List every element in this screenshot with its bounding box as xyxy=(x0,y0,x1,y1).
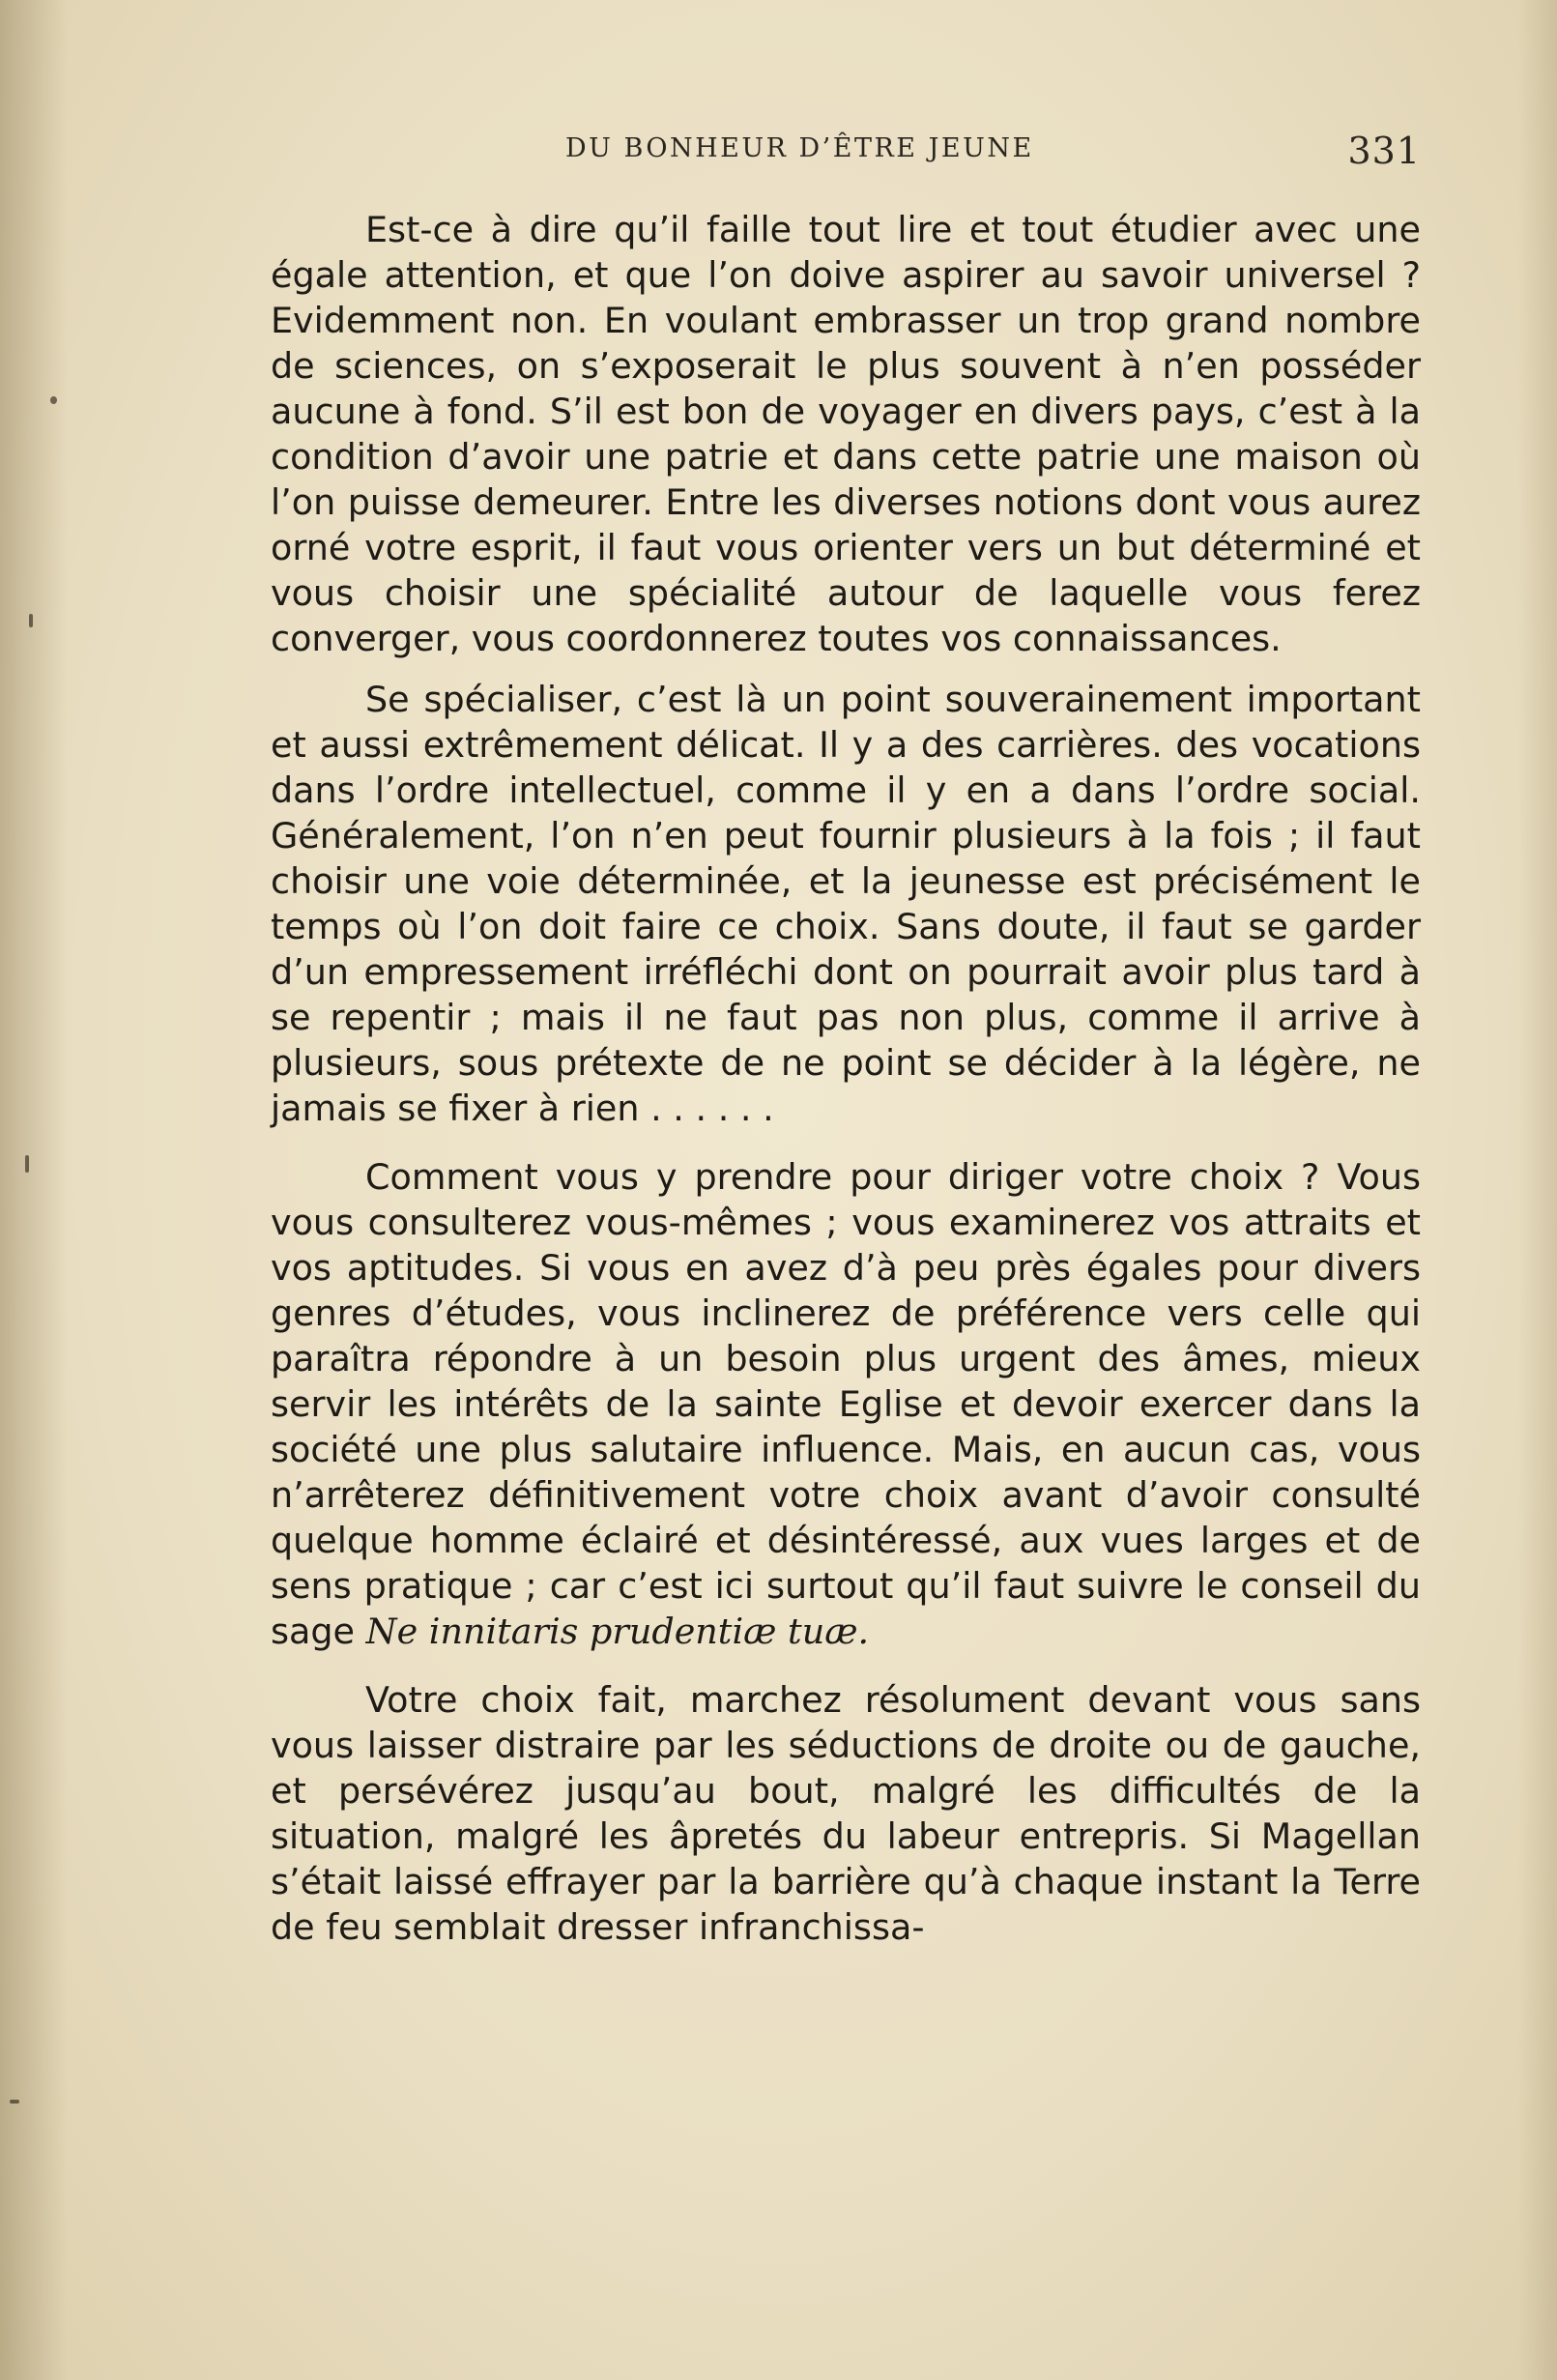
edge-shadow xyxy=(1518,0,1557,2380)
paragraph xyxy=(271,1677,1421,1950)
paragraph-text: Se spécialiser, c’est là un point souverainement important et aussi extrêmement délicat. Il y a des carrières. des vocations dans l’ordre intellectuel, comme il y en a dans l’ordre social. Généralement, l’on n’en peut fournir plusieurs à la fois ; il faut choisir une voie déterminée, et la jeunesse est précisément le temps où l’on doit faire ce choix. Sans doute, il faut se garder d’un empressement irréfléchi dont on pourrait avoir plus tard à se repentir ; mais il ne faut pas non plus, comme il arrive à plusieurs, sous prétexte de ne point se décider à la légère, ne jamais se fixer à rien . . . . . . xyxy=(271,679,1421,1129)
latin-quotation: Ne innitaris prudentiæ tuæ. xyxy=(365,1611,870,1652)
paragraph-text: Votre choix fait, marchez résolument devant vous sans vous laisser distraire par les séductions de droite ou de gauche, et persévérez jusqu’au bout, malgré les difficultés de la situation, malgré les âpretés du labeur entrepris. Si Magellan s’était laissé effrayer par la barrière qu’à chaque instant la Terre de feu semblait dresser infranchissa- xyxy=(271,1679,1421,1948)
page-number: 331 xyxy=(1347,130,1421,172)
paragraph-text: Comment vous y prendre pour diriger votre choix ? Vous vous consulterez vous-mêmes ; vous examinerez vos attraits et vos aptitudes. Si vous en avez d’à peu près égales pour divers genres d’études, vous inclinerez de préférence vers celle qui paraîtra répondre à un besoin plus urgent des âmes, mieux servir les intérêts de la sainte Eglise et devoir exercer dans la société une plus salutaire influence. Mais, en aucun cas, vous n’arrêterez définitivement votre choix avant d’avoir consulté quelque homme éclairé et désintéressé, aux vues larges et de sens pratique ; car c’est ici surtout qu’il faut suivre le conseil du sage xyxy=(271,1156,1421,1652)
paragraph xyxy=(271,207,1421,661)
running-head xyxy=(271,131,1421,170)
ink-speck xyxy=(10,2100,19,2104)
body-text xyxy=(271,207,1421,1950)
paragraph xyxy=(271,677,1421,1131)
ink-speck xyxy=(29,614,33,627)
gutter-shadow xyxy=(0,0,68,2380)
running-title: DU BONHEUR D’ÊTRE JEUNE xyxy=(565,133,1034,163)
ink-speck xyxy=(50,396,57,404)
paragraph-text: Est-ce à dire qu’il faille tout lire et tout étudier avec une égale attention, et que l’on doive aspirer au savoir universel ? Evidemment non. En voulant embrasser un trop grand nombre de sciences, on s’exposerait le plus souvent à n’en posséder aucune à fond. S’il est bon de voyager en divers pays, c’est à la condition d’avoir une patrie et dans cette patrie une maison où l’on puisse demeurer. Entre les diverses notions dont vous aurez orné votre esprit, il faut vous orienter vers un but déterminé et vous choisir une spécialité autour de laquelle vous ferez converger, vous coordonnerez toutes vos connaissances. xyxy=(271,209,1421,659)
paragraph xyxy=(271,1154,1421,1654)
ink-speck xyxy=(25,1155,29,1173)
